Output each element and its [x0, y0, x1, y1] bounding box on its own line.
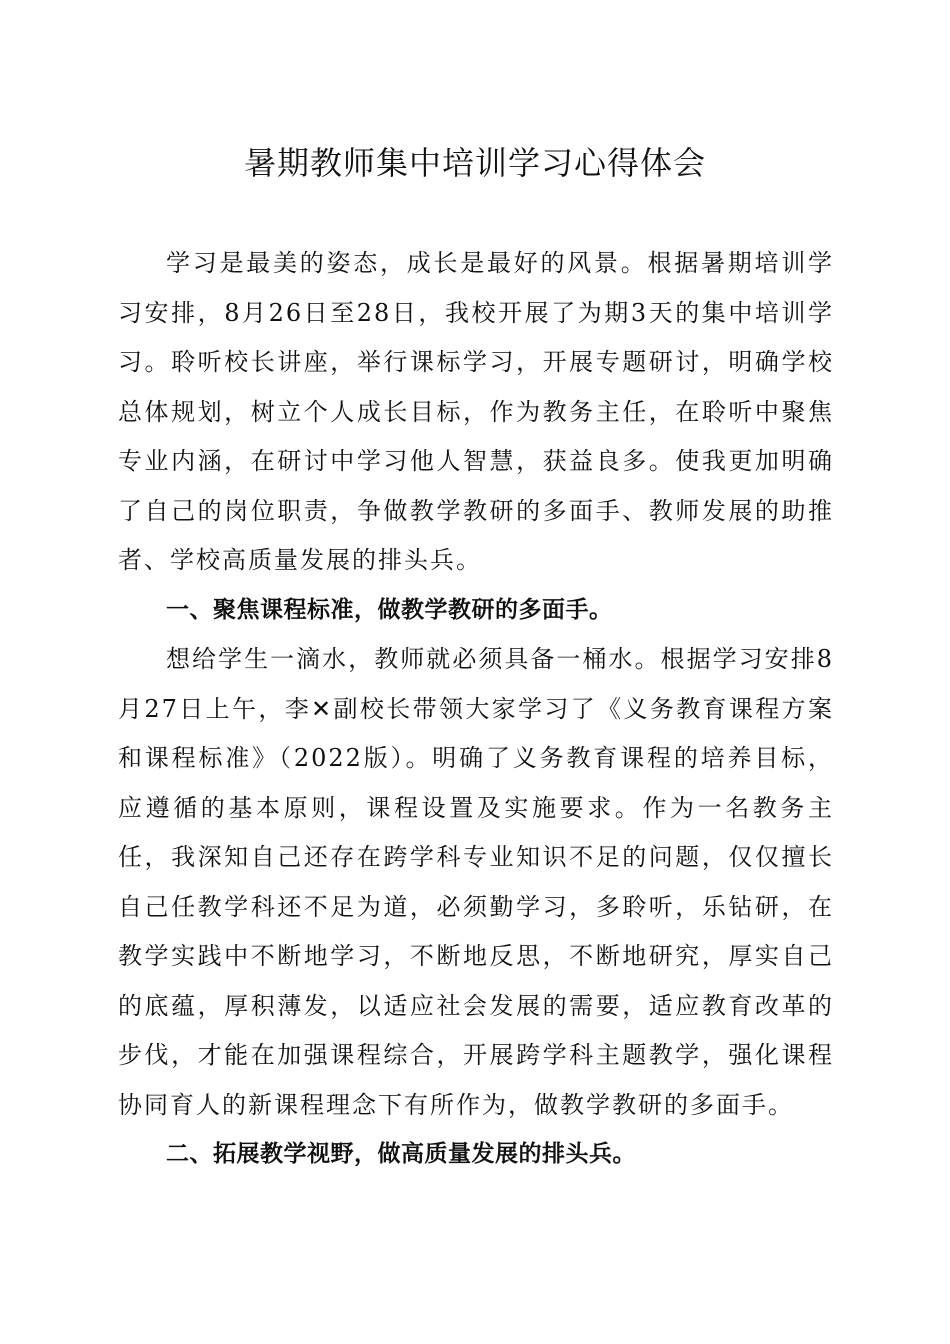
document-body — [118, 239, 834, 1180]
intro-paragraph: 学习是最美的姿态，成长是最好的风景。根据暑期培训学习安排，8月26日至28日，我校开展了为期3天的集中培训学习。聆听校长讲座，举行课标学习，开展专题研讨，明确学校总体规划，树立个人成长目标，作为教务主任，在聆听中聚焦专业内涵，在研讨中学习他人智慧，获益良多。使我更加明确了自己的岗位职责，争做教学教研的多面手、教师发展的助推者、学校高质量发展的排头兵。 — [118, 249, 834, 574]
section-1-heading: 一、聚焦课程标准，做教学教研的多面手。 — [166, 596, 613, 623]
section-1-paragraph: 想给学生一滴水，教师就必须具备一桶水。根据学习安排8月27日上午，李✕副校长带领大家学习了《义务教育课程方案和课程标准》（2022版）。明确了义务教育课程的培养目标，应遵循的基本原则，课程设置及实施要求。作为一名教务主任，我深知自己还存在跨学科专业知识不足的问题，仅仅擅长自己任教学科还不足为道，必须勤学习，多聆听，乐钻研，在教学实践中不断地学习，不断地反思，不断地研究，厚实自己的底蕴，厚积薄发，以适应社会发展的需要，适应教育改革的步伐，才能在加强课程综合，开展跨学科主题教学，强化课程协同育人的新课程理念下有所作为，做教学教研的多面手。 — [118, 645, 834, 1119]
section-2-heading: 二、拓展教学视野，做高质量发展的排头兵。 — [166, 1141, 636, 1167]
document-title: 暑期教师集中培训学习心得体会 — [243, 144, 706, 182]
